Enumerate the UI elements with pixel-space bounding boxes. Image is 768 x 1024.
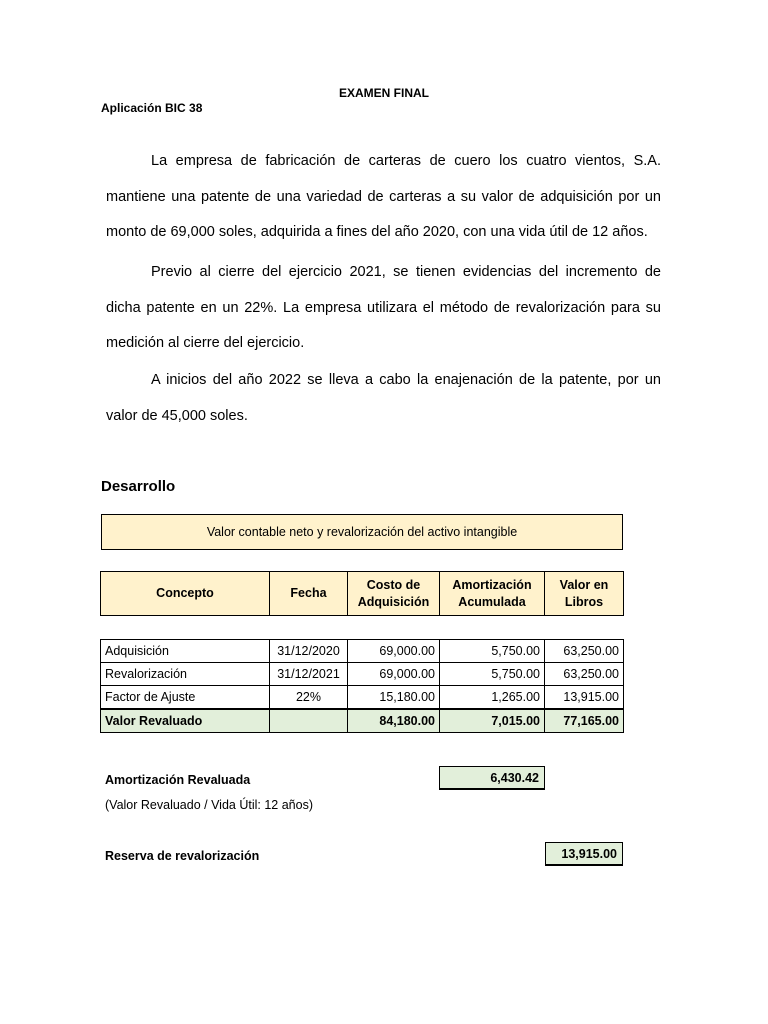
reserva-value: 13,915.00 [545,842,623,866]
cell-concepto: Revalorización [101,663,270,686]
cell-fecha: 31/12/2020 [270,640,348,663]
data-table [100,639,624,733]
cell-valor-libros: 63,250.00 [545,663,624,686]
cell-amortizacion: 5,750.00 [440,640,545,663]
amortizacion-value: 6,430.42 [439,766,545,790]
total-row [101,709,624,733]
table-row [101,686,624,710]
header-valor-libros: Valor en Libros [545,572,624,616]
document-title: EXAMEN FINAL [339,86,429,100]
table-row [101,640,624,663]
header-amortizacion: Amortización Acumulada [440,572,545,616]
document-subtitle: Aplicación BIC 38 [101,101,203,115]
header-costo: Costo de Adquisición [348,572,440,616]
header-fecha: Fecha [270,572,348,616]
paragraph-2: Previo al cierre del ejercicio 2021, se tienen evidencias del incremento de dicha patente en un 22%. La empresa utilizara el método de revalorización para su medición al cierre del ejercicio. [106,264,661,351]
header-concepto: Concepto [101,572,270,616]
amortizacion-label: Amortización Revaluada [105,773,251,787]
table-header [100,571,624,616]
table-row [101,663,624,686]
total-amortizacion: 7,015.00 [440,709,545,733]
cell-costo: 69,000.00 [348,640,440,663]
cell-amortizacion: 1,265.00 [440,686,545,710]
cell-valor-libros: 13,915.00 [545,686,624,710]
section-title: Desarrollo [101,478,176,495]
amortizacion-note: (Valor Revaluado / Vida Útil: 12 años) [105,798,313,812]
cell-concepto: Factor de Ajuste [101,686,270,710]
reserva-label: Reserva de revalorización [105,849,260,863]
cell-fecha: 31/12/2021 [270,663,348,686]
total-fecha [270,709,348,733]
cell-amortizacion: 5,750.00 [440,663,545,686]
cell-valor-libros: 63,250.00 [545,640,624,663]
total-valor-libros: 77,165.00 [545,709,624,733]
total-label: Valor Revaluado [101,709,270,733]
cell-costo: 69,000.00 [348,663,440,686]
cell-fecha: 22% [270,686,348,710]
cell-concepto: Adquisición [101,640,270,663]
total-costo: 84,180.00 [348,709,440,733]
paragraph-3: A inicios del año 2022 se lleva a cabo la enajenación de la patente, por un valor de 45,000 soles. [106,372,661,424]
table-banner: Valor contable neto y revalorización del activo intangible [101,514,623,550]
paragraph-1: La empresa de fabricación de carteras de cuero los cuatro vientos, S.A. mantiene una patente de una variedad de carteras a su valor de adquisición por un monto de 69,000 soles, adquirida a fines del año 2020, con una vida útil de 12 años. [106,153,661,240]
cell-costo: 15,180.00 [348,686,440,710]
